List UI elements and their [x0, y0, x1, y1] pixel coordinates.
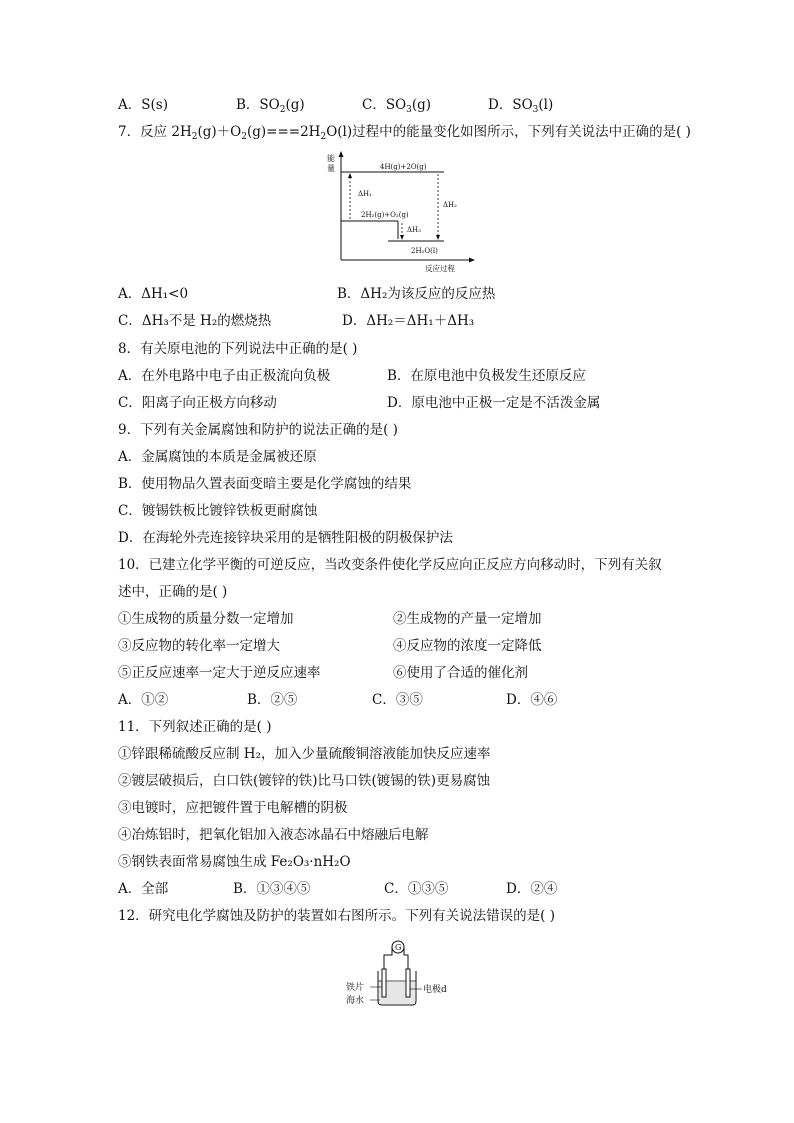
electrode-d-icon	[406, 969, 410, 997]
q10-option-c: C．③⑤	[372, 692, 423, 708]
q11-item-5: ⑤钢铁表面常易腐蚀生成 Fe₂O₃·nH₂O	[118, 854, 351, 870]
bottom-level-label: 2H₂O(l)	[411, 247, 438, 255]
mid-level-label: 2H₂(g)+O₂(g)	[361, 211, 409, 219]
q10-item-1: ①生成物的质量分数一定增加	[118, 611, 294, 627]
dh2-label: ΔH₂	[443, 201, 457, 209]
dh2-arrow-head	[436, 235, 440, 240]
q10-option-a: A．①②	[118, 692, 169, 708]
corrosion-apparatus-diagram	[340, 935, 460, 1015]
q8-option-d: D．原电池中正极一定是不活泼金属	[387, 395, 601, 411]
q9-stem: 9．下列有关金属腐蚀和防护的说法正确的是( )	[118, 422, 398, 438]
dh1-arrow-head	[348, 173, 352, 178]
q9-option-b: B．使用物品久置表面变暗主要是化学腐蚀的结果	[118, 476, 412, 492]
q9-option-a: A．金属腐蚀的本质是金属被还原	[118, 449, 317, 465]
q9-option-d: D．在海轮外壳连接锌块采用的是牺牲阳极的阴极保护法	[118, 530, 453, 546]
q7-option-b: B．ΔH₂为该反应的反应热	[337, 286, 496, 302]
q11-option-a: A．全部	[118, 881, 169, 897]
q6-option-b: B．$SO_2(g)$	[236, 97, 305, 115]
q10-item-5: ⑤正反应速率一定大于逆反应速率	[118, 665, 321, 681]
q11-item-2: ②镀层破损后，白口铁(镀锌的铁)比马口铁(镀锡的铁)更易腐蚀	[118, 773, 491, 789]
q12-stem: 12．研究电化学腐蚀及防护的装置如右图所示。下列有关说法错误的是( )	[118, 908, 556, 924]
seawater-label: 海水	[346, 996, 365, 1006]
q6-option-c: C．$SO_3(g)$	[362, 97, 432, 115]
q10-item-6: ⑥使用了合适的催化剂	[393, 665, 528, 681]
iron-plate-label: 铁片	[346, 983, 365, 993]
y-axis-arrow	[339, 151, 344, 157]
galvanometer-label: G	[395, 943, 402, 952]
top-level-label: 4H(g)+2O(g)	[380, 163, 427, 171]
dh3-label: ΔH₃	[407, 226, 421, 234]
q7-stem: 7．反应 $2H_2(g)+O_2(g)===2H_2O(l)$过程中的能量变化如图所示，下列有关说法中正确的是( )	[118, 124, 691, 142]
q8-option-b: B．在原电池中负极发生还原反应	[387, 368, 586, 384]
q10-stem-line-1: 10．已建立化学平衡的可逆反应，当改变条件使化学反应向正反应方向移动时，下列有关叙	[118, 557, 662, 573]
dh1-label: ΔH₁	[358, 190, 372, 198]
q9-option-c: C．镀锡铁板比镀锌铁板更耐腐蚀	[118, 503, 318, 519]
q11-option-b: B．①③④⑤	[233, 881, 311, 897]
q11-option-c: C．①③⑤	[384, 881, 449, 897]
q10-item-2: ②生成物的产量一定增加	[393, 611, 542, 627]
q11-item-3: ③电镀时，应把镀件置于电解槽的阴极	[118, 800, 348, 816]
q10-item-3: ③反应物的转化率一定增大	[118, 638, 280, 654]
q7-option-d: D．ΔH₂＝ΔH₁＋ΔH₃	[342, 313, 475, 329]
q10-item-4: ④反应物的浓度一定降低	[393, 638, 542, 654]
x-axis-arrow	[469, 258, 475, 263]
q11-item-4: ④冶炼铝时，把氧化铝加入液态冰晶石中熔融后电解	[118, 827, 429, 843]
q11-option-d: D．②④	[506, 881, 558, 897]
q6-option-d: D．$SO_3(l)$	[488, 97, 554, 115]
y-axis-label-1: 能	[327, 154, 335, 163]
q10-stem-line-2: 述中，正确的是( )	[118, 584, 228, 600]
q10-option-b: B．②⑤	[247, 692, 298, 708]
dh3-arrow-head	[400, 235, 404, 240]
q10-option-d: D．④⑥	[506, 692, 558, 708]
q7-option-a: A．ΔH₁<0	[118, 286, 189, 302]
q6-option-a: A．S(s)	[118, 97, 168, 113]
q11-item-1: ①锌跟稀硫酸反应制 H₂，加入少量硫酸铜溶液能加快反应速率	[118, 746, 491, 762]
electrode-d-label: 电极d	[423, 985, 447, 995]
x-axis-label: 反应过程	[425, 264, 455, 273]
q7-option-c: C．ΔH₃不是 H₂的燃烧热	[118, 313, 272, 329]
q8-option-c: C．阳离子向正极方向移动	[118, 395, 277, 411]
iron-plate-icon	[382, 969, 386, 997]
y-axis-label-2: 量	[327, 164, 335, 173]
energy-diagram	[320, 150, 480, 275]
q8-option-a: A．在外电路中电子由正极流向负极	[118, 368, 331, 384]
q11-stem: 11．下列叙述正确的是( )	[118, 719, 272, 735]
q8-stem: 8．有关原电池的下列说法中正确的是( )	[118, 341, 358, 357]
